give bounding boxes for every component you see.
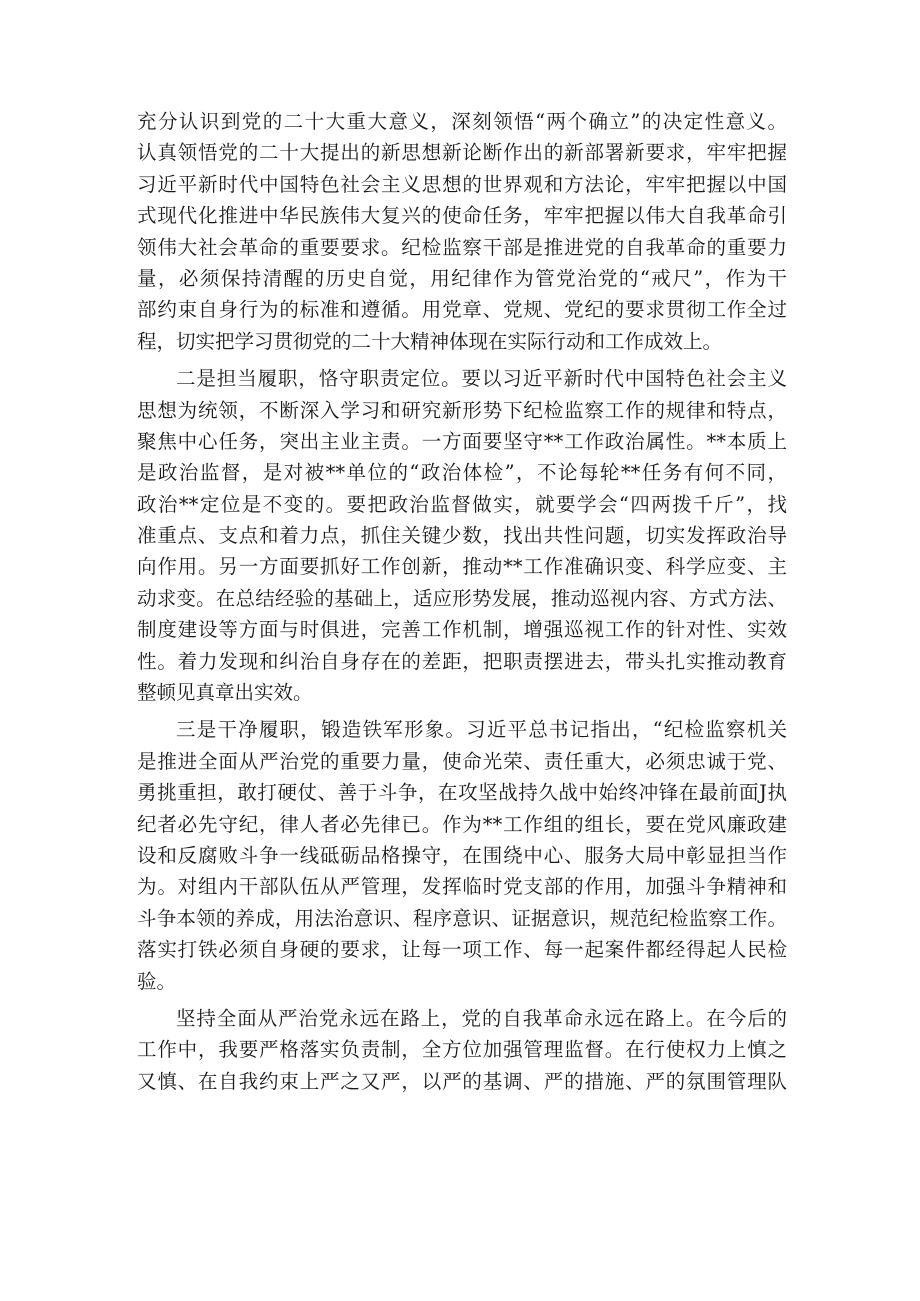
document-body [137, 106, 787, 1097]
paragraph-line: 认真领悟党的二十大提出的新思想新论断作出的新部署新要求，牢牢把握 [137, 141, 787, 165]
paragraph-line: 是推进全面从严治党的重要力量，使命光荣、责任重大，必须忠诚于党、 [137, 749, 787, 773]
paragraph-line: 式现代化推进中华民族伟大复兴的使命任务，牢牢把握以伟大自我革命引 [137, 204, 787, 228]
paragraph-line: 落实打铁必须自身硬的要求，让每一项工作、每一起案件都经得起人民检 [137, 938, 787, 962]
paragraph-line: 动求变。在总结经验的基础上，适应形势发展，推动巡视内容、方式方法、 [137, 586, 787, 610]
paragraph-line: 斗争本领的养成，用法治意识、程序意识、证据意识，规范纪检监察工作。 [137, 906, 787, 930]
paragraph-line: 验。 [137, 969, 177, 993]
paragraph-line: 是政治监督，是对被**单位的“政治体检”，不论每轮**任务有何不同， [137, 461, 787, 485]
paragraph-line: 设和反腐败斗争一线砥砺品格操守，在围绕中心、服务大局中彰显担当作 [137, 843, 787, 867]
paragraph-line: 量，必须保持清醒的历史自觉，用纪律作为管党治党的“戒尺”，作为干 [137, 266, 787, 290]
paragraph-line: 性。着力发现和纠治自身存在的差距，把职责摆进去，带头扎实推动教育 [137, 649, 787, 673]
paragraph-line: 二是担当履职，恪守职责定位。要以习近平新时代中国特色社会主义 [176, 367, 787, 391]
paragraph-line: 纪者必先守纪，律人者必先律已。作为**工作组的组长，要在党风廉政建 [137, 812, 787, 836]
paragraph-4 [137, 1003, 787, 1097]
paragraph-line: 习近平新时代中国特色社会主义思想的世界观和方法论，牢牢把握以中国 [137, 172, 787, 196]
paragraph-line: 程，切实把学习贯彻党的二十大精神体现在实际行动和工作成效上。 [137, 329, 723, 353]
paragraph-1 [137, 106, 787, 357]
paragraph-line: 思想为统领，不断深入学习和研究新形势下纪检监察工作的规律和特点， [137, 398, 787, 422]
paragraph-3 [137, 714, 787, 997]
paragraph-line: 聚焦中心任务，突出主业主责。一方面要坚守**工作政治属性。**本质上 [137, 429, 787, 453]
paragraph-line: 勇挑重担，敢打硬仗、善于斗争，在攻坚战持久战中始终冲锋在最前面J执 [137, 781, 787, 805]
paragraph-line: 政治**定位是不变的。要把政治监督做实，就要学会“四两拨千斤”，找 [137, 492, 787, 516]
paragraph-line: 领伟大社会革命的重要要求。纪检监察干部是推进党的自我革命的重要力 [137, 235, 787, 259]
paragraph-2 [137, 363, 787, 708]
paragraph-line: 为。对组内干部队伍从严管理，发挥临时党支部的作用，加强斗争精神和 [137, 875, 787, 899]
paragraph-line: 准重点、支点和着力点，抓住关键少数，找出共性问题，切实发挥政治导 [137, 524, 787, 548]
paragraph-line: 制度建设等方面与时俱进，完善工作机制，增强巡视工作的针对性、实效 [137, 618, 787, 642]
paragraph-line: 整顿见真章出实效。 [137, 681, 313, 705]
paragraph-line: 部约束自身行为的标准和遵循。用党章、党规、党纪的要求贯彻工作全过 [137, 298, 787, 322]
paragraph-line: 向作用。另一方面要抓好工作创新，推动**工作准确识变、科学应变、主 [137, 555, 787, 579]
paragraph-line: 坚持全面从严治党永远在路上，党的自我革命永远在路上。在今后的 [176, 1006, 787, 1030]
paragraph-line: 工作中，我要严格落实负责制，全方位加强管理监督。在行使权力上慎之 [137, 1038, 787, 1062]
paragraph-line: 充分认识到党的二十大重大意义，深刻领悟“两个确立”的决定性意义。 [137, 110, 787, 133]
paragraph-line: 又慎、在自我约束上严之又严，以严的基调、严的措施、严的氛围管理队 [137, 1069, 787, 1093]
paragraph-line: 三是干净履职，锻造铁军形象。习近平总书记指出，“纪检监察机关 [176, 718, 787, 742]
